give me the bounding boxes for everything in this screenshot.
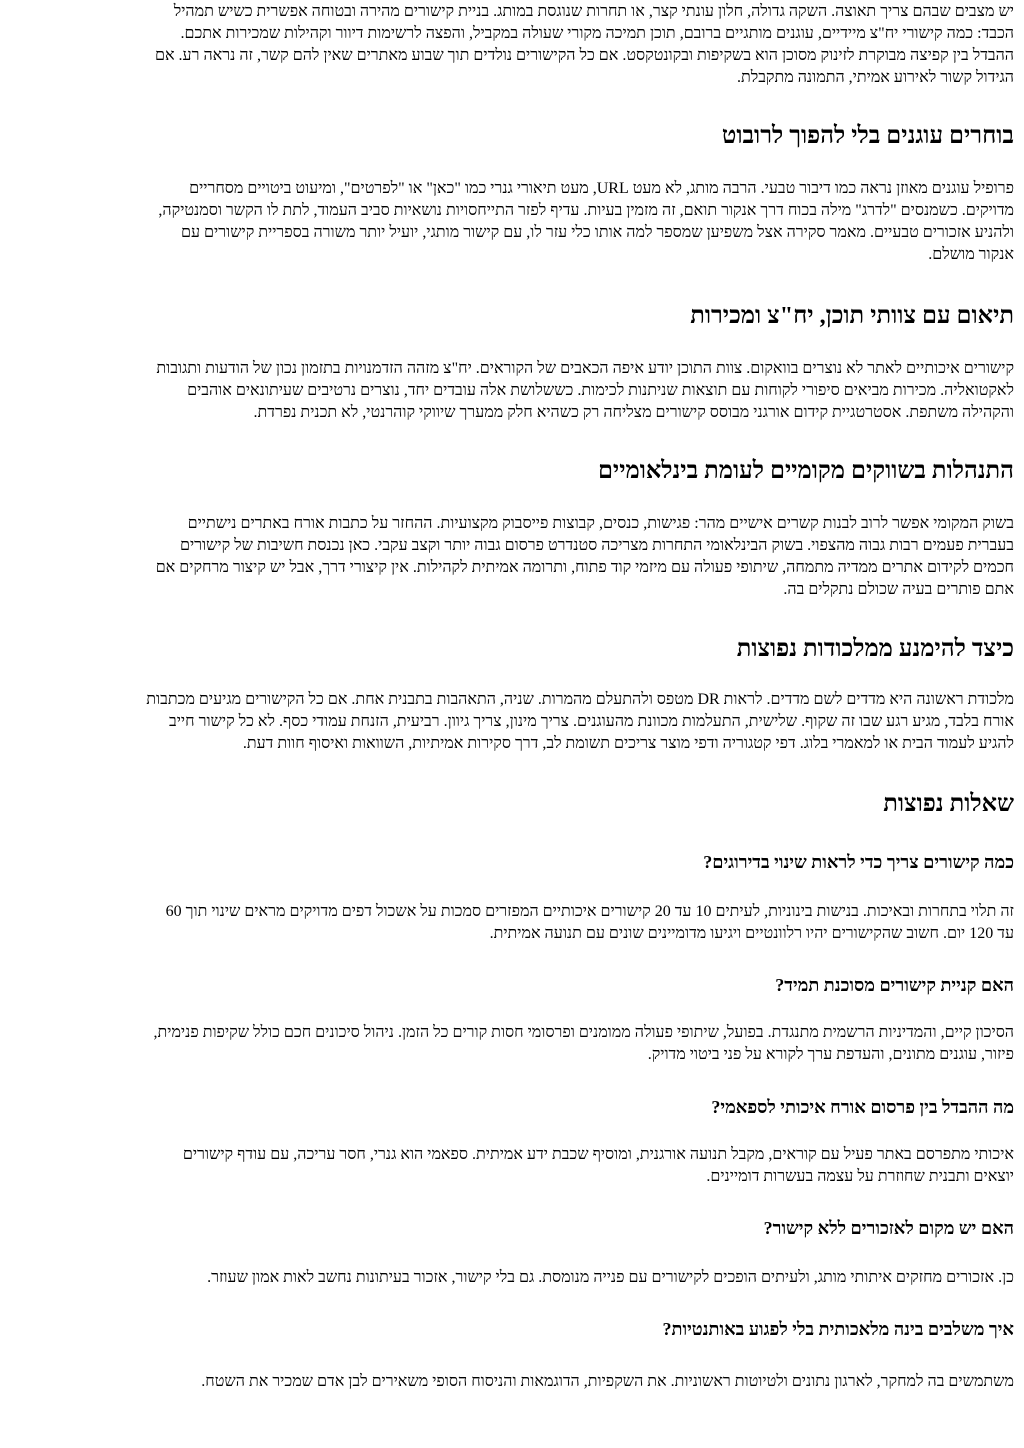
text-line: להגיע לעמוד הבית או למאמרי בלוג. דפי קטגוריה ודפי מוצר צריכים תשומת לב, דרך סקירות אמיתיות, השוואות ואיסוף חוות דעת. (242, 735, 1014, 752)
text-line: משתמשים בה למחקר, לארגון נתונים ולטיוטות ראשוניות. את השקפיות, הדוגמאות והניסוח הסופי משאירים לבן אדם שמכיר את השטח. (201, 1373, 1014, 1390)
text-line: יוצאים ותבנית שחוזרת על עצמה בעשרות דומיינים. (706, 1168, 1014, 1185)
text-line: כן. אזכורים מחזקים איתותי מותג, ולעיתים הופכים לקישורים עם פנייה מנומסת. גם בלי קישור, אזכור בעיתונות נחשב לאות אמון שעוזר. (207, 1269, 1014, 1286)
section-paragraph (146, 689, 1014, 755)
section-heading: תיאום עם צוותי תוכן, יח"צ ומכירות (690, 303, 1014, 329)
faq-question: האם יש מקום לאזכורים ללא קישור? (763, 1218, 1014, 1238)
faq-heading: שאלות נפוצות (883, 791, 1014, 817)
text-line: בשוק המקומי אפשר לרוב לבנות קשרים אישיים מהר: פגישות, כנסים, קבוצות פייסבוק מקצועיות. ההחזר על כתבות אורח באתרים נישתיים (187, 515, 1014, 532)
intro-paragraph (155, 1, 1014, 89)
faq-question: כמה קישורים צריך כדי לראות שינוי בדירוגים? (703, 852, 1014, 872)
faq-answer (166, 901, 1014, 945)
text-line: איכותי מתפרסם באתר פעיל עם קוראים, מקבל תנועה אורגנית, ומוסיף שכבת ידע אמיתית. ספאמי הוא גנרי, חסר עריכה, עם עודף קישורים (182, 1146, 1014, 1163)
text-line: לאקטואליה. מכירות מביאים סיפורי לקוחות עם תוצאות שניתנות לכימות. כששלושת אלה עובדים יחד, נוצרים נרטיבים שעיתונאים אוהבים (187, 382, 1014, 399)
faq-answer (201, 1371, 1014, 1393)
text-line: עד 120 יום. חשוב שהקישורים יהיו רלוונטיים ויגיעו מדומיינים שונים עם תנועה אמיתית. (489, 925, 1014, 942)
text-line: ולהניע אזכורים טבעיים. מאמר סקירה אצל משפיען שמספר למה אותו כלי עזר לו, עם קישור מותגי, יועיל יותר משורה בספריית קישורים עם (181, 224, 1014, 241)
text-line: בעברית פעמים רבות גבוה מהצפוי. בשוק הבינלאומי התחרות מצריכה סטנדרט פרסום גבוה יותר וקצב עקבי. כאן נכנסת חשיבות של קישורים (179, 537, 1014, 554)
text-line: אנקור מושלם. (928, 246, 1014, 263)
section-paragraph (156, 513, 1014, 601)
text-line: קישורים איכותיים לאתר לא נוצרים בוואקום. צוות התוכן יודע איפה הכאבים של הקוראים. יח"צ מזהה הזדמנויות בתזמון נכון של הודעות ותגובות (156, 360, 1014, 377)
section-paragraph (156, 358, 1014, 424)
text-line: הסיכון קיים, והמדיניות הרשמית מתנגדת. בפועל, שיתופי פעולה ממומנים ופרסומי חסות קורים כל הזמן. ניהול סיכונים חכם כולל שקיפות פנימית, (153, 1024, 1014, 1041)
text-line: אורח בלבד, מגיע רגע שבו זה שקוף. שלישית, התעלמות מכוונת מהעוגנים. צריך מינון, צריך גיוון. רביעית, הזנחת עמודי כסף. לא כל קישור חייב (169, 713, 1014, 730)
text-line: יש מצבים שבהם צריך תאוצה. השקה גדולה, חלון עונתי קצר, או תחרות שנוגסת במותג. בניית קישורים מהירה ובטוחה אפשרית כשיש תמהיל (173, 3, 1014, 20)
faq-answer (183, 1144, 1014, 1188)
text-line: הכבד: כמה קישורי יח"צ מיידיים, עוגנים מותגיים ברובם, תוכן תמיכה מקורי שעולה במקביל, והפצה לרשימות דיוור וקהילות שמכירות אתכם. (180, 25, 1014, 42)
faq-answer (153, 1022, 1014, 1066)
text-line: פיזור, עוגנים מתונים, והעדפת ערך לקורא על פני ביטוי מדויק. (647, 1046, 1014, 1063)
faq-answer (207, 1267, 1014, 1289)
section-heading: כיצד להימנע ממלכודות נפוצות (736, 636, 1014, 662)
section-heading: התנהלות בשווקים מקומיים לעומת בינלאומיים (597, 458, 1014, 484)
text-line: הגידול קשור לאירוע אמיתי, התמונה מתקבלת. (736, 69, 1014, 86)
faq-question: מה ההבדל בין פרסום אורח איכותי לספאמי? (711, 1097, 1014, 1117)
text-line: זה תלוי בתחרות ובאיכות. בנישות בינוניות, לעיתים 10 עד 20 קישורים איכותיים המפזרים סמכות על אשכול דפים מדויקים מראים שינוי תוך 60 (165, 903, 1014, 920)
faq-question: איך משלבים בינה מלאכותית בלי לפגוע באותנטיות? (662, 1319, 1014, 1339)
text-line: ההבדל בין קפיצה מבוקרת לזינוק מסוכן הוא בשקיפות ובקונטקסט. אם כל הקישורים נולדים תוך שבוע מאתרים שאין להם קשר, זה נראה רע. אם (154, 47, 1014, 64)
text-line: חכמים לקידום אתרים ממדיה מתמחה, שיתופי פעולה עם מיזמי קוד פתוח, ותרומה אמיתית לקהילות. אין קיצורי דרך, אבל יש קיצור מרחקים אם (155, 559, 1014, 576)
text-line: אתם פותרים בעיה שכולם נתקלים בה. (783, 581, 1014, 598)
text-line: מלכודת ראשונה היא מדדים לשם מדדים. לראות DR מטפס ולהתעלם מהמרות. שניה, התאהבות בתבנית אחת. אם כל הקישורים מגיעים מכתבות (146, 691, 1014, 708)
section-paragraph (158, 178, 1014, 266)
text-line: מדויקים. כשמנסים "לדרג" מילה בכוח דרך אנקור תואם, זה מזמין בעיות. עדיף לפזר התייחסויות נושאיות סביב העמוד, לתת לו הקשר וסמנטיקה, (158, 202, 1014, 219)
text-line: והקהילה משתפת. אסטרטגיית קידום אורגני מבוסס קישורים מצליחה רק כשהיא חלק ממערך שיווקי קוהרנטי, לא תכנית נפרדת. (253, 404, 1014, 421)
text-line: פרופיל עוגנים מאוזן נראה כמו דיבור טבעי. הרבה מותג, לא מעט URL, מעט תיאורי גנרי כמו "כאן" או "לפרטים", ומיעוט ביטויים מסחריים (189, 180, 1014, 197)
section-heading: בוחרים עוגנים בלי להפוך לרובוט (721, 123, 1014, 149)
faq-question: האם קניית קישורים מסוכנת תמיד? (775, 975, 1014, 995)
